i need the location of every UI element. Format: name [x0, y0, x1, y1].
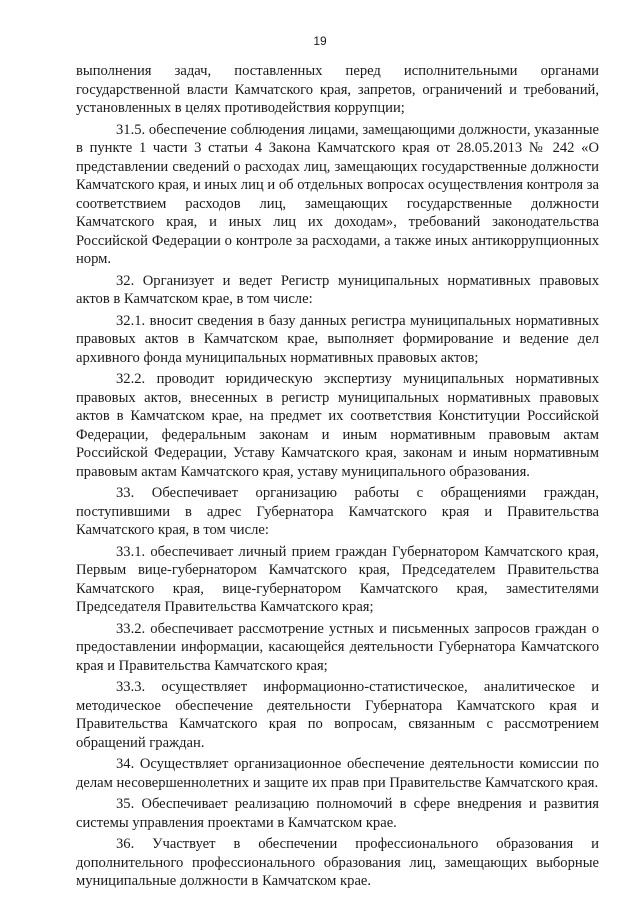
paragraph-33-3: 33.3. осуществляет информационно-статистическое, аналитическое и методическое обеспечение деятельности Губернатора Камчатского края и Правительства Камчатского края по вопросам, связанным с рассмотрением обращений граждан.: [76, 679, 599, 751]
paragraph-32-2: 32.2. проводит юридическую экспертизу муниципальных нормативных правовых актов, внесенных в регистр муниципальных нормативных правовых актов в Камчатском крае, на предмет их соответствия Конституции Российской Федерации, федеральным законам и иным нормативным правовым актам Российской Федерации, Уставу Камчатского края, законам и иным нормативным правовым актам Камчатского края, уставу муниципального образования.: [76, 371, 599, 480]
paragraph-32-1: 32.1. вносит сведения в базу данных регистра муниципальных нормативных правовых актов в Камчатском крае, выполняет формирование и ведение дел архивного фонда муниципальных нормативных правовых актов;: [76, 312, 599, 366]
paragraph-33-2: 33.2. обеспечивает рассмотрение устных и письменных запросов граждан о предоставлении информации, касающейся деятельности Губернатора Камчатского края и Правительства Камчатского края;: [76, 620, 599, 674]
paragraph-32: 32. Организует и ведет Регистр муниципальных нормативных правовых актов в Камчатском крае, в том числе:: [76, 272, 599, 307]
document-body: [76, 62, 599, 894]
paragraph-33: 33. Обеспечивает организацию работы с обращениями граждан, поступившими в адрес Губернатора Камчатского края и Правительства Камчатского края, в том числе:: [76, 485, 599, 538]
paragraph-35: 35. Обеспечивает реализацию полномочий в сфере внедрения и развития системы управления проектами в Камчатском крае.: [76, 796, 599, 831]
page-number: 19: [313, 34, 327, 48]
paragraph-31-4-continuation: выполнения задач, поставленных перед исполнительными органами государственной власти Камчатского края, запретов, ограничений и требований, установленных в целях противодействия коррупции;: [76, 63, 599, 116]
paragraph-31-5: 31.5. обеспечение соблюдения лицами, замещающими должности, указанные в пункте 1 части 3 статьи 4 Закона Камчатского края от 28.05.2013 № 242 «О представлении сведений о расходах лиц, замещающих государственные должности Камчатского края, и иных лиц и об отдельных вопросах осуществления контроля за соответствием расходов лиц, замещающих государственные должности Камчатского края, и иных лиц их доходам», требований законодательства Российской Федерации о контроле за расходами, а также иных антикоррупционных норм.: [76, 121, 599, 267]
paragraph-33-1: 33.1. обеспечивает личный прием граждан Губернатором Камчатского края, Первым вице-губернатором Камчатского края, Председателем Правительства Камчатского края, вице-губернатором Камчатского края, заместителями Председателя Правительства Камчатского края;: [76, 543, 599, 615]
paragraph-34: 34. Осуществляет организационное обеспечение деятельности комиссии по делам несовершеннолетних и защите их прав при Правительстве Камчатского края.: [76, 756, 599, 791]
paragraph-36: 36. Участвует в обеспечении профессионального образования и дополнительного профессионального образования лиц, замещающих выборные муниципальные должности в Камчатском крае.: [76, 836, 599, 889]
